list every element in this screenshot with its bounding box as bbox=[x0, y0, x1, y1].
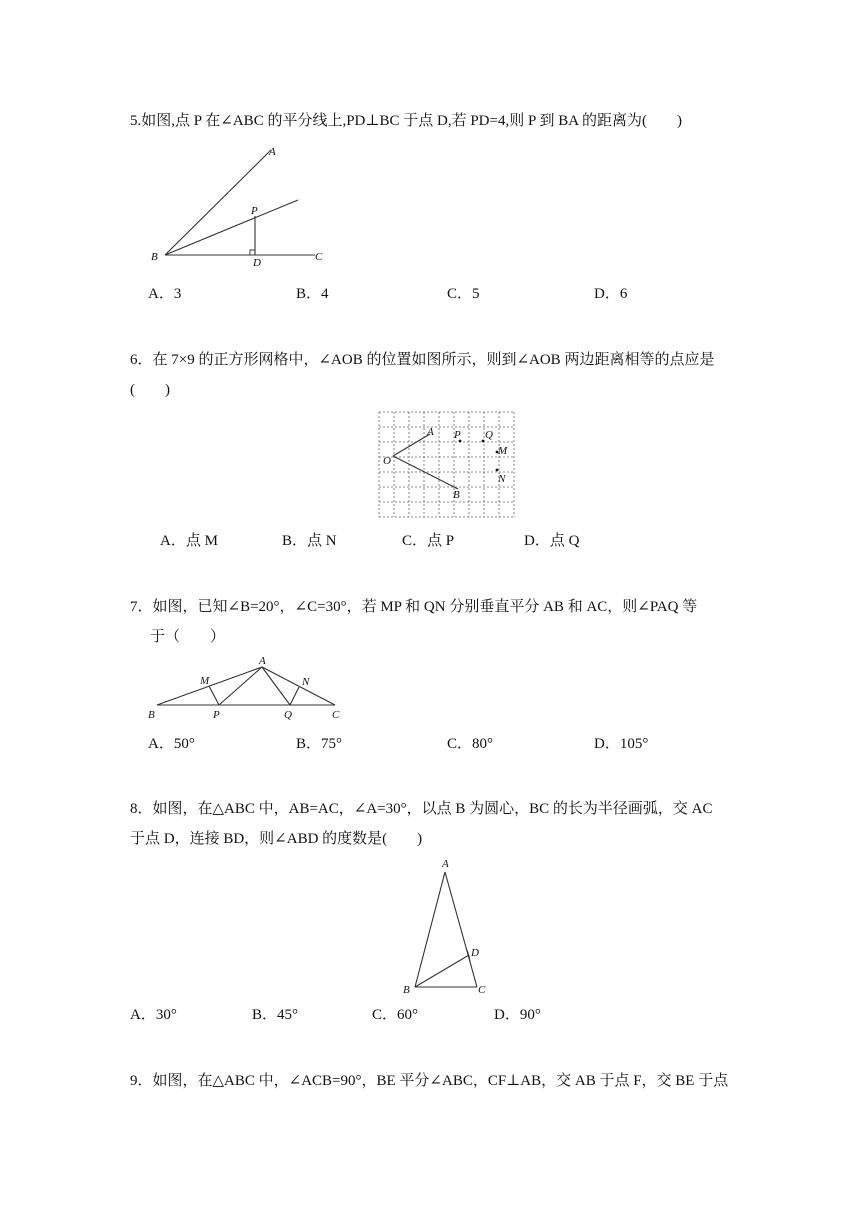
label-B: B bbox=[453, 489, 460, 501]
question-6-stem-line2: ( ) bbox=[130, 382, 170, 398]
label-D: D bbox=[471, 947, 479, 959]
label-O: O bbox=[383, 455, 391, 467]
q7-option-b[interactable]: B．75° bbox=[296, 736, 343, 752]
q8-option-d[interactable]: D．90° bbox=[494, 1007, 541, 1023]
question-6-figure bbox=[378, 411, 513, 517]
label-P: P bbox=[213, 709, 220, 721]
question-8-stem-line1: 8．如图，在△ABC 中，AB=AC，∠A=30°，以点 B 为圆心，BC 的长为半径画弧，交 AC bbox=[130, 801, 713, 817]
label-Q: Q bbox=[284, 709, 292, 721]
segment-ac bbox=[445, 872, 477, 987]
question-9-stem-line1: 9．如图，在△ABC 中，∠ACB=90°，BE 平分∠ABC，CF⊥AB，交 AB 于点 F，交 BE 于点 bbox=[130, 1073, 729, 1089]
label-A: A bbox=[427, 426, 434, 438]
question-7-stem-line2: 于（ ） bbox=[150, 629, 226, 645]
label-C: C bbox=[478, 984, 486, 996]
q5-option-d[interactable]: D．6 bbox=[594, 286, 628, 302]
question-7-figure bbox=[145, 652, 350, 722]
label-B: B bbox=[148, 709, 155, 721]
question-7 bbox=[130, 592, 735, 652]
q8-option-c[interactable]: C．60° bbox=[372, 1007, 419, 1023]
q8-option-b[interactable]: B．45° bbox=[252, 1007, 299, 1023]
segment-mp bbox=[209, 686, 219, 705]
point-n-dot bbox=[496, 469, 499, 472]
label-B: B bbox=[151, 251, 158, 263]
label-M: M bbox=[498, 445, 508, 457]
q8-option-a[interactable]: A．30° bbox=[130, 1007, 177, 1023]
label-D: D bbox=[253, 257, 261, 269]
q7-option-a[interactable]: A．50° bbox=[148, 736, 195, 752]
label-A: A bbox=[269, 146, 276, 158]
label-N: N bbox=[302, 676, 310, 688]
label-B: B bbox=[403, 984, 410, 996]
q6-option-d[interactable]: D．点 Q bbox=[524, 533, 580, 549]
segment-ap bbox=[219, 667, 262, 705]
label-C: C bbox=[315, 251, 323, 263]
label-N: N bbox=[498, 473, 506, 485]
question-7-stem-line1: 7．如图，已知∠B=20°，∠C=30°，若 MP 和 QN 分别垂直平分 AB 和 AC，则∠PAQ 等 bbox=[130, 599, 698, 615]
segment-ab bbox=[415, 872, 445, 987]
label-Q: Q bbox=[485, 429, 493, 441]
segment-qn bbox=[290, 687, 299, 705]
q5-option-c[interactable]: C．5 bbox=[447, 286, 480, 302]
question-8-figure bbox=[400, 855, 500, 1000]
question-6 bbox=[130, 345, 735, 405]
label-A: A bbox=[442, 858, 449, 870]
ray-oa bbox=[393, 434, 430, 456]
question-9 bbox=[130, 1066, 735, 1096]
question-5 bbox=[130, 106, 735, 136]
segment-ac bbox=[262, 667, 335, 705]
point-q-dot bbox=[482, 440, 485, 443]
label-C: C bbox=[332, 709, 340, 721]
question-8 bbox=[130, 794, 735, 854]
question-5-figure bbox=[145, 142, 345, 272]
segment-aq bbox=[262, 667, 290, 705]
q7-option-d[interactable]: D．105° bbox=[594, 736, 649, 752]
q7-option-c[interactable]: C．80° bbox=[447, 736, 494, 752]
q6-option-c[interactable]: C．点 P bbox=[402, 533, 455, 549]
q6-option-b[interactable]: B．点 N bbox=[282, 533, 337, 549]
q5-option-a[interactable]: A．3 bbox=[148, 286, 182, 302]
label-M: M bbox=[200, 675, 210, 687]
bisector-ray bbox=[165, 200, 298, 255]
label-P: P bbox=[251, 205, 258, 217]
ray-ob bbox=[393, 456, 458, 489]
segment-bd bbox=[415, 955, 469, 987]
q5-option-b[interactable]: B．4 bbox=[296, 286, 329, 302]
question-8-stem-line2: 于点 D，连接 BD，则∠ABD 的度数是( ) bbox=[130, 831, 423, 847]
label-P: P bbox=[454, 429, 461, 441]
q6-option-a[interactable]: A．点 M bbox=[160, 533, 218, 549]
question-5-stem: 5.如图,点 P 在∠ABC 的平分线上,PD⊥BC 于点 D,若 PD=4,则 P 到 BA 的距离为( ) bbox=[130, 113, 682, 129]
right-angle-mark bbox=[250, 250, 255, 255]
question-6-stem-line1: 6．在 7×9 的正方形网格中，∠AOB 的位置如图所示，则到∠AOB 两边距离相等的点应是 bbox=[130, 352, 715, 368]
square-grid bbox=[379, 412, 514, 517]
label-A: A bbox=[259, 655, 266, 667]
